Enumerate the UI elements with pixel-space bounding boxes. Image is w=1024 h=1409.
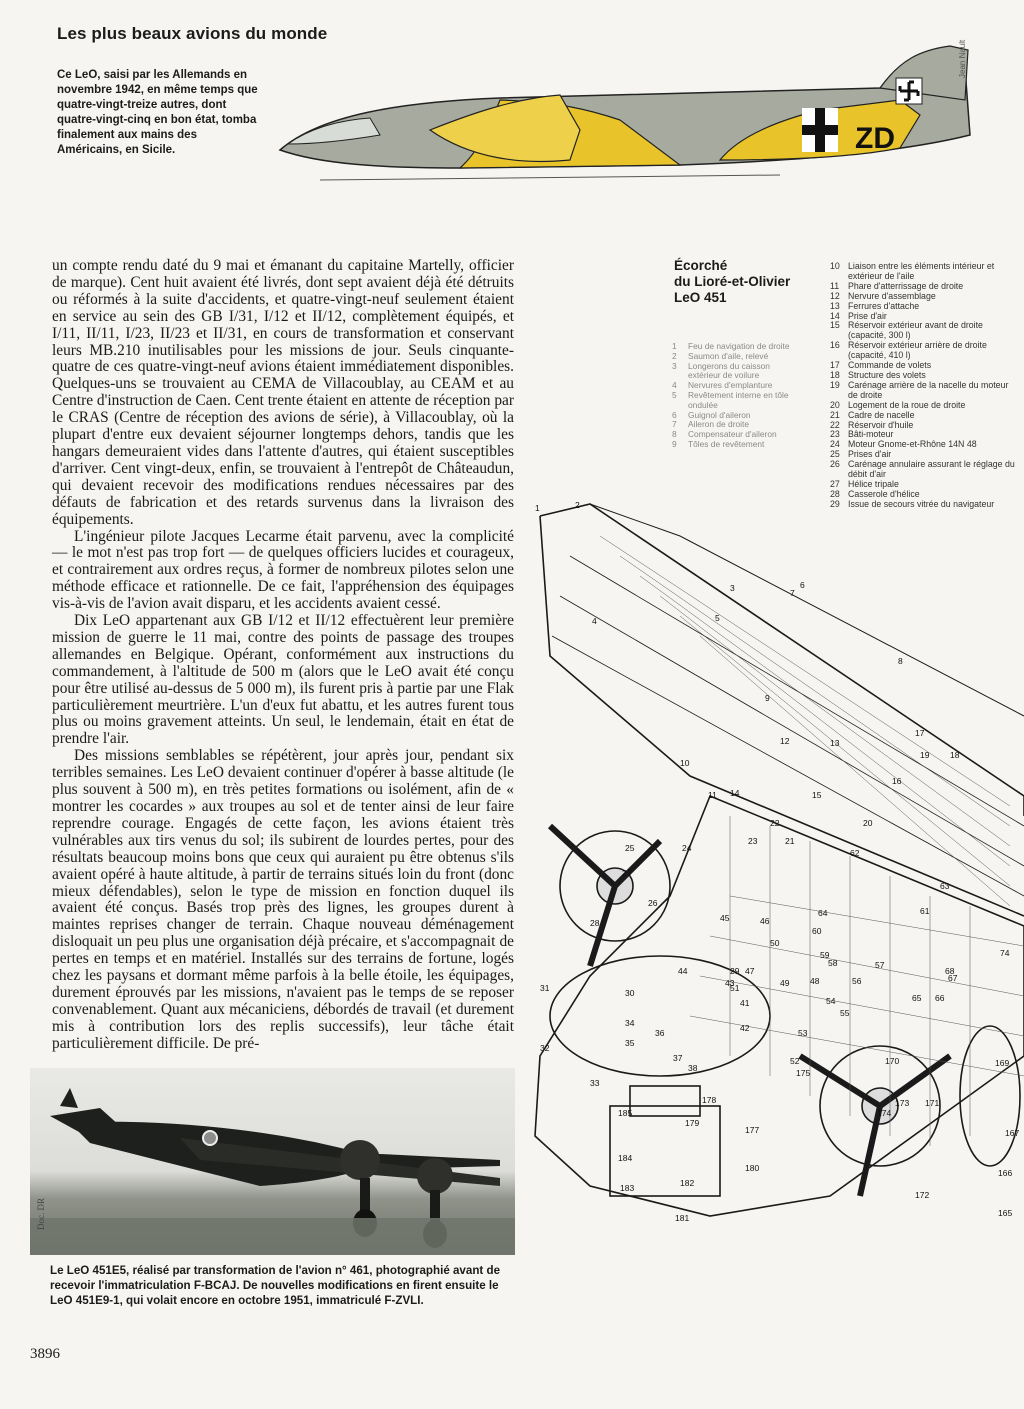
- legend-item: [830, 262, 1015, 282]
- legend-number: 29: [830, 498, 840, 509]
- callout-number: 19: [920, 750, 930, 760]
- callout-number: 15: [812, 790, 822, 800]
- callout-number: 14: [730, 788, 740, 798]
- photo-caption: Le LeO 451E5, réalisé par transformation de l'avion n° 461, photographié avant de recevoir l'immatriculation F-BCAJ. De nouvelles modifications en firent ensuite le LeO 451E9-1, qui volait encore en octobre 1951, immatriculé F-ZVLI.: [50, 1264, 501, 1307]
- legend-text: Casserole d'hélice: [848, 488, 920, 499]
- legend-number: 23: [830, 429, 840, 440]
- legend-text: Réservoir d'huile: [848, 419, 914, 430]
- callout-number: 171: [925, 1098, 940, 1108]
- legend-number: 7: [672, 419, 677, 430]
- callout-number: 21: [785, 836, 795, 846]
- callout-number: 55: [840, 1008, 850, 1018]
- legend-number: 11: [830, 280, 840, 291]
- callout-number: 31: [540, 983, 550, 993]
- cutaway-legend-left: [672, 342, 790, 450]
- legend-number: 25: [830, 449, 840, 460]
- callout-number: 61: [920, 906, 930, 916]
- legend-text: Réservoir extérieur arrière de droite (capacité, 410 l): [848, 340, 987, 361]
- callout-number: 60: [812, 926, 822, 936]
- callout-number: 169: [995, 1058, 1010, 1068]
- callout-number: 54: [826, 996, 836, 1006]
- legend-text: Aileron de droite: [688, 419, 749, 430]
- callout-number: 65: [912, 993, 922, 1003]
- callout-number: 25: [625, 843, 635, 853]
- callout-number: 38: [688, 1063, 698, 1073]
- article-body: [52, 258, 514, 1053]
- callout-number: 26: [648, 898, 658, 908]
- legend-text: Carénage arrière de la nacelle du moteur de droite: [848, 379, 1009, 400]
- legend-text: Bâti-moteur: [848, 429, 894, 440]
- legend-item: [830, 381, 1015, 401]
- legend-text: Prises d'air: [848, 449, 892, 460]
- callout-number: 47: [745, 966, 755, 976]
- callout-number: 12: [780, 736, 790, 746]
- legend-text: Prise d'air: [848, 310, 887, 321]
- callout-number: 180: [745, 1163, 760, 1173]
- legend-text: Revêtement interne en tôle ondulée: [688, 389, 789, 410]
- legend-number: 19: [830, 379, 840, 390]
- legend-number: 5: [672, 389, 677, 400]
- legend-number: 22: [830, 419, 840, 430]
- cutaway-legend-right: [830, 262, 1015, 510]
- callout-number: 33: [590, 1078, 600, 1088]
- callout-number: 66: [935, 993, 945, 1003]
- callout-number: 9: [765, 693, 770, 703]
- legend-text: Phare d'atterrissage de droite: [848, 280, 964, 291]
- legend-item: [830, 341, 1015, 361]
- callout-number: 28: [590, 918, 600, 928]
- article-paragraph: Dix LeO appartenant aux GB I/12 et II/12 effectuèrent leur première mission de guerre le 11 mai, contre des points de passage des troupes allemandes en Belgique. Opérant, conformément aux instructions du commandement, à l'altitude de 500 m (alors que le LeO avait été conçu pour être utilisé au-dessus de 5 000 m), ils furent pris à partie par une Flak particulièrement meurtrière. L'un d'eux fut abattu, et les autres furent tous plus ou moins gravement atteints. Un seul, le lendemain, était en état de prendre l'air.: [52, 612, 514, 748]
- callout-number: 48: [810, 976, 820, 986]
- callout-number: 30: [625, 988, 635, 998]
- callout-number: 5: [715, 613, 720, 623]
- callout-number: 170: [885, 1056, 900, 1066]
- callout-number: 46: [760, 916, 770, 926]
- callout-number: 43: [725, 978, 735, 988]
- callout-number: 2: [575, 500, 580, 510]
- legend-number: 3: [672, 360, 677, 371]
- legend-number: 14: [830, 310, 840, 321]
- callout-number: 51: [730, 983, 740, 993]
- legend-text: Compensateur d'aileron: [688, 429, 777, 440]
- cutaway-drawing: [530, 496, 1024, 1246]
- callout-number: 23: [748, 836, 758, 846]
- legend-number: 20: [830, 399, 840, 410]
- legend-number: 8: [672, 429, 677, 440]
- profile-credit: Jean Nault: [958, 39, 967, 78]
- callout-number: 174: [877, 1108, 892, 1118]
- page-header-title: Les plus beaux avions du monde: [57, 24, 328, 43]
- callout-number: 74: [1000, 948, 1010, 958]
- article-paragraph: Des missions semblables se répétèrent, jour après jour, pendant six terribles semaines. Les LeO devaient continuer d'opérer à basse altitude (le plus souvent à 500 m), en très petites formations ou isolément, afin de « montrer les cocardes » aux troupes au sol et de tenter ainsi de leur faire reprendre courage. Engagés de cette façon, les avions étaient très vulnérables aux tirs venus du sol; ils subirent de lourdes pertes, pour des résultats beaucoup moins bons que ceux qui auraient pu être obtenus s'ils avaient opéré à haute altitude, à partir de terrains situés loin du front (donc mieux défendables), selon le type de mission en fonction duquel ils avaient été conçus. Basés trop près des lignes, les groupes durent à maintes reprises changer de terrain. Chaque nouveau déménagement disloquait un peu plus une organisation déjà précaire, et s'accompagnait de pertes en temps et en matériel. Installés sur des terrains de fortune, logés chez les paysans et dormant même parfois à la belle étoile, les équipages, durement éprouvés par les missions, n'avaient pas le temps de se reposer convenablement. Quant aux mécaniciens, débordés de travail (et durement mis à contribution lors des replis successifs), leur tâche était particulièrement difficile. De pré-: [52, 747, 514, 1052]
- legend-item: [672, 391, 790, 411]
- page-number: 3896: [30, 1346, 60, 1362]
- callout-number: 167: [1005, 1128, 1020, 1138]
- legend-item: [830, 321, 1015, 341]
- legend-number: 21: [830, 409, 840, 420]
- callout-number: 172: [915, 1190, 930, 1200]
- callout-number: 53: [798, 1028, 808, 1038]
- callout-number: 29: [730, 966, 740, 976]
- callout-number: 166: [998, 1168, 1013, 1178]
- legend-text: Ferrures d'attache: [848, 300, 920, 311]
- legend-number: 10: [830, 261, 840, 271]
- cutaway-title: Écorché du Lioré-et-Olivier LeO 451: [674, 258, 791, 305]
- callout-number: 179: [685, 1118, 700, 1128]
- legend-text: Structure des volets: [848, 369, 926, 380]
- callout-number: 8: [898, 656, 903, 666]
- callout-number: 11: [708, 790, 717, 800]
- callout-number: 24: [682, 843, 692, 853]
- legend-number: 15: [830, 320, 840, 331]
- callout-number: 50: [770, 938, 780, 948]
- legend-text: Hélice tripale: [848, 478, 899, 489]
- callout-number: 68: [945, 966, 955, 976]
- callout-number: 67: [948, 973, 958, 983]
- legend-item: [830, 411, 1015, 421]
- legend-item: [672, 440, 790, 450]
- callout-number: 6: [800, 580, 805, 590]
- callout-number: 18: [950, 750, 960, 760]
- callout-number: 182: [680, 1178, 695, 1188]
- callout-number: 37: [673, 1053, 683, 1063]
- callout-number: 22: [770, 818, 780, 828]
- photo-credit: Doc. DR: [36, 1198, 46, 1230]
- callout-number: 52: [790, 1056, 800, 1066]
- callout-number: 27: [622, 868, 632, 878]
- legend-item: [672, 362, 790, 382]
- legend-text: Tôles de revêtement: [688, 438, 765, 449]
- legend-text: Réservoir extérieur avant de droite (capacité, 300 l): [848, 320, 983, 341]
- legend-text: Feu de navigation de droite: [688, 341, 790, 351]
- legend-number: 24: [830, 439, 840, 450]
- callout-number: 62: [850, 848, 860, 858]
- callout-number: 63: [940, 881, 950, 891]
- legend-number: 9: [672, 438, 677, 449]
- legend-number: 16: [830, 340, 840, 351]
- callout-number: 173: [895, 1098, 910, 1108]
- legend-number: 17: [830, 360, 840, 371]
- legend-number: 1: [672, 341, 677, 351]
- profile-caption: Ce LeO, saisi par les Allemands en novembre 1942, en même temps que quatre-vingt-treize autres, dont quatre-vingt-cinq en bon état, tomba finalement aux mains des Américains, en Sicile.: [57, 69, 258, 156]
- legend-number: 18: [830, 369, 840, 380]
- article-paragraph: L'ingénieur pilote Jacques Lecarme était parvenu, avec la complicité — le mot n'est pas trop fort — de quelques officiers lucides et courageux, et contrairement aux ordres reçus, à former de nombreux pilotes selon une méthode efficace et rationnelle. De ce fait, l'appréhension des équipages vis-à-vis de l'avion avait disparu, et les accidents avaient cessé.: [52, 527, 514, 613]
- legend-number: 2: [672, 350, 677, 361]
- legend-text: Commande de volets: [848, 360, 932, 371]
- callout-number: 56: [852, 976, 862, 986]
- callout-number: 58: [828, 958, 838, 968]
- callout-number: 175: [796, 1068, 811, 1078]
- callout-number: 185: [618, 1108, 633, 1118]
- callout-number: 7: [790, 588, 795, 598]
- legend-text: Logement de la roue de droite: [848, 399, 966, 410]
- callout-number: 10: [680, 758, 690, 768]
- callout-number: 1: [535, 503, 540, 513]
- legend-text: Carénage annulaire assurant le réglage du débit d'air: [848, 459, 1015, 480]
- legend-item: [830, 460, 1015, 480]
- legend-number: 28: [830, 488, 840, 499]
- legend-number: 4: [672, 380, 677, 391]
- legend-number: 27: [830, 478, 840, 489]
- callout-number: 165: [998, 1208, 1013, 1218]
- callout-number: 17: [915, 728, 925, 738]
- callout-number: 41: [740, 998, 750, 1008]
- legend-text: Cadre de nacelle: [848, 409, 915, 420]
- legend-number: 13: [830, 300, 840, 311]
- callout-number: 181: [675, 1213, 690, 1223]
- callout-number: 44: [678, 966, 688, 976]
- legend-number: 12: [830, 290, 840, 301]
- legend-text: Liaison entre les éléments intérieur et extérieur de l'aile: [848, 261, 995, 281]
- legend-text: Nervure d'assemblage: [848, 290, 936, 301]
- callout-number: 184: [618, 1153, 633, 1163]
- callout-number: 3: [730, 583, 735, 593]
- callout-number: 45: [720, 913, 730, 923]
- callout-number: 35: [625, 1038, 635, 1048]
- legend-text: Saumon d'aile, relevé: [688, 350, 769, 361]
- callout-number: 4: [592, 616, 597, 626]
- callout-number: 178: [702, 1095, 717, 1105]
- aircraft-profile-illustration: [260, 40, 990, 210]
- callout-number: 13: [830, 738, 840, 748]
- callout-number: 183: [620, 1183, 635, 1193]
- aircraft-photograph: [30, 1068, 515, 1255]
- legend-text: Nervures d'emplanture: [688, 380, 773, 391]
- callout-number: 177: [745, 1125, 760, 1135]
- callout-number: 42: [740, 1023, 750, 1033]
- callout-number: 49: [780, 978, 790, 988]
- legend-text: Moteur Gnome-et-Rhône 14N 48: [848, 439, 977, 450]
- callout-number: 16: [892, 776, 902, 786]
- callout-number: 36: [655, 1028, 665, 1038]
- legend-number: 26: [830, 459, 840, 470]
- legend-number: 6: [672, 409, 677, 420]
- legend-text: Longerons du caisson extérieur de voilure: [688, 360, 770, 381]
- callout-number: 20: [863, 818, 873, 828]
- legend-text: Guignol d'aileron: [688, 409, 751, 420]
- callout-number: 64: [818, 908, 828, 918]
- fuselage-code: ZD: [855, 122, 895, 155]
- callout-number: 57: [875, 960, 885, 970]
- article-paragraph: un compte rendu daté du 9 mai et émanant du capitaine Martelly, officier de marque). Cent huit avaient été livrés, dont sept avaient déjà été détruits ou réformés à la suite d'accidents, et quatre-vingt-neuf seulement étaient en service au sein des GB I/31, I/12 et II/12, complètement équipés, et I/11, II/11, I/23, II/23 et II/31, en cours de transformation et conservant leurs MB.210 inutilisables pour les missions de jour. Seuls cinquante-quatre de ces quatre-vingt-neuf avions étaient immédiatement disponibles. Quelques-uns se trouvaient au CEMA de Villacoublay, au CEAM et au Centre d'instruction de Caen. Cent trente étaient en attente de réception par le CRAS (Centre de réception des avions de série), à Villacoublay, où la plupart d'entre eux devaient séjourner longtemps dehors, tandis que les hangars demeuraient vides dans l'attente d'autres, qui étaient susceptibles d'arriver. Cent vingt-deux, enfin, se trouvaient à l'entrepôt de Châteaudun, qui devaient recevoir des modifications rendues nécessaires par des défauts de fabrication et des retards survenus dans la livraison des équipements.: [52, 257, 514, 528]
- aircraft-photo-silhouette: [30, 1068, 515, 1255]
- callout-number: 59: [820, 950, 830, 960]
- callout-number: 34: [625, 1018, 635, 1028]
- callout-number: 32: [540, 1043, 550, 1053]
- legend-text: Issue de secours vitrée du navigateur: [848, 498, 995, 509]
